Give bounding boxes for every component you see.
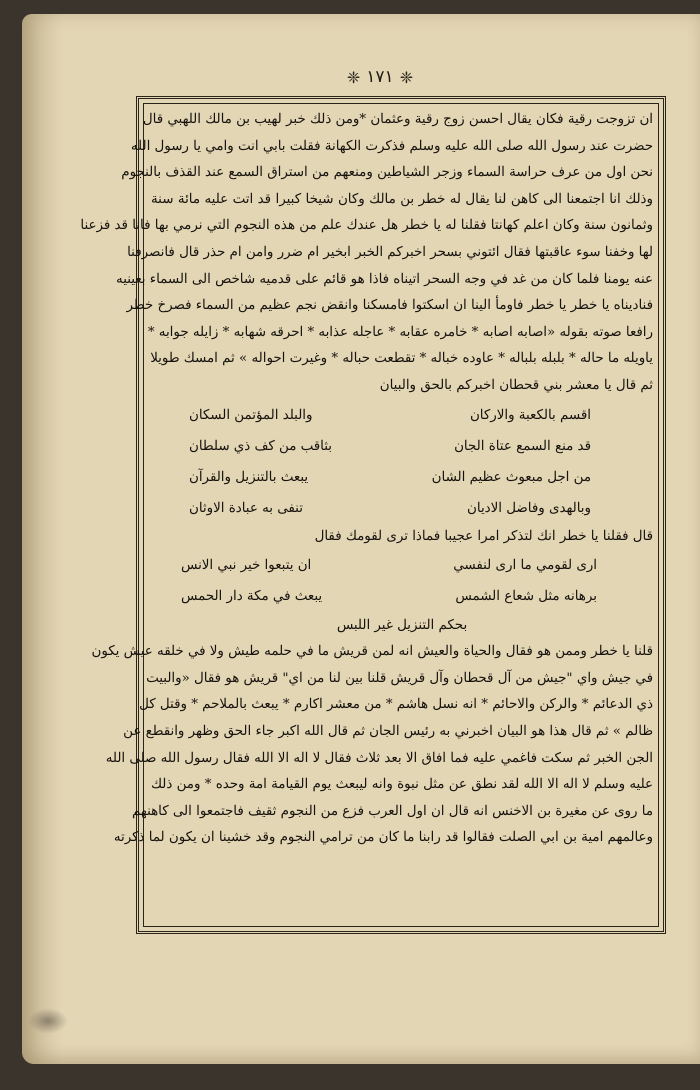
verse-first-hemistich: ارى لقومي ما ارى لنفسي — [453, 558, 597, 574]
verse-first-hemistich: برهانه مثل شعاع الشمس — [455, 589, 597, 605]
verse-second-hemistich: يبعث في مكة دار الحمس — [181, 589, 323, 605]
ink-stain-mark — [28, 1008, 68, 1034]
verse-first-hemistich: اقسم بالكعبة والاركان — [469, 407, 591, 423]
verse-first-hemistich: من اجل مبعوث عظيم الشان — [431, 469, 591, 485]
text-line: ظالم » ثم قال هذا هو البيان اخبرني به رئيس الجان ثم قال الله اكبر جاء الحق وظهر وانقطع عن — [123, 723, 653, 739]
verse-second-hemistich: ان يتبعوا خير نبي الانس — [181, 558, 312, 574]
text-line: حضرت عند رسول الله صلى الله عليه وسلم فذكرت الكهانة فقلت بابي انت وامي يا رسول الله — [130, 138, 653, 154]
ornament-left-icon: ❈ — [346, 67, 361, 87]
poem-verse — [151, 493, 653, 524]
text-line: عليه وسلم لا اله الا الله لقد نطق عن مثل نبوة وانه ليبعث يوم القيامة امة وحده * ومن ذلك — [151, 777, 653, 793]
verse-second-hemistich: بثاقب من كف ذي سلطان — [189, 438, 333, 454]
text-line: لها وخفنا سوء عاقبتها فقال ائتوني بسحر اخبركم الخبر ابخير ام ضرر وامن ام حذر قال فانصرفنا — [127, 244, 653, 260]
text-line: ان تزوجت رقية فكان يقال احسن زوج رقية وعثمان *ومن ذلك خبر لهيب بن مالك اللهبي قال — [142, 112, 653, 127]
text-line: ذي الدعائم * والركن والاحائم * انه نسل هاشم * من معشر اكارم * يبعث بالملاحم * وقتل كل — [139, 697, 653, 713]
text-line: ما روى عن مغيرة بن الاخنس انه قال ان اول العرب فزع من النجوم ثقيف فاجتمعوا الى كاهنهم — [132, 803, 653, 819]
text-frame — [80, 96, 666, 934]
poem-verse — [151, 581, 653, 612]
page-number: ١٧١ — [366, 67, 394, 87]
text-line: عنه يومنا فلما كان من غد في وجه السحر اتيناه فاذا هو قائم على قدميه شاخص الى السماء بعينيه — [116, 271, 653, 287]
page-header — [330, 62, 430, 92]
text-line: وعالمهم امية بن ابي الصلت فقالوا قد رابنا ما كان من ترامي النجوم وقد خشينا ان يكون لما ذكرته — [113, 830, 653, 846]
text-line: فناديناه يا خطر يا خطر فاومأ الينا ان اسكتوا فامسكنا وانقض نجم عظيم من السماء فصرخ خطر — [126, 298, 653, 314]
page-gutter-shadow — [22, 14, 62, 1064]
poem-verse — [151, 550, 653, 581]
text-line: ياويله ما حاله * بلبله بلباله * عاوده خباله * تقطعت حباله * وغيرت احواله » ثم امسك طويلا — [150, 351, 653, 367]
poem-verse — [151, 462, 653, 493]
verse-first-hemistich: وبالهدى وفاضل الاديان — [467, 500, 591, 516]
poem-final-hemistich: بحكم التنزيل غير اللبس — [336, 618, 468, 634]
verse-second-hemistich: يبعث بالتنزيل والقرآن — [189, 469, 309, 485]
text-line: قال فقلنا يا خطر انك لتذكر امرا عجيبا فماذا ترى لقومك فقال — [314, 528, 653, 544]
poem-verse — [151, 400, 653, 431]
text-line: ثم قال يا معشر بني قحطان اخبركم بالحق والبيان — [379, 377, 653, 393]
ornament-right-icon: ❈ — [399, 67, 414, 87]
text-block — [80, 107, 653, 925]
text-line: وذلك انا اجتمعنا الى كاهن لنا يقال له خطر بن مالك وكان شيخا كبيرا قد اتت عليه مائة سنة — [151, 191, 653, 207]
poem-verse — [151, 431, 653, 462]
text-line: رافعا صوته بقوله «اصابه اصابه * خامره عقابه * عاجله عذابه * احرقه شهابه * زايله جوابه * — [147, 324, 653, 340]
text-line: قلنا يا خطر وممن هو فقال والحياة والعيش انه لمن قريش ما في حلمه طيش ولا في خلقه عيش يكون — [91, 644, 653, 660]
text-line: نحن اول من عرف حراسة السماء وزجر الشياطين ومنعهم من استراق السمع عند القذف بالنجوم — [121, 165, 653, 181]
verse-first-hemistich: قد منع السمع عتاة الجان — [454, 438, 591, 454]
text-line: الجن الخبر ثم سكت فاغمي عليه فما افاق الا بعد ثلاث فقال لا اله الا الله فقال رسول الله صلى الله — [105, 750, 653, 766]
verse-second-hemistich: تنفى به عبادة الاوثان — [189, 500, 303, 516]
text-line: وثمانون سنة وكان اعلم كهانتا فقلنا له يا خطر هل عندك علم من هذه النجوم التي نرمي بها فانا قد فزعنا — [80, 218, 653, 234]
verse-second-hemistich: والبلد المؤتمن السكان — [189, 407, 313, 423]
text-line: في جيش واي "جيش من آل قحطان وآل قريش قلنا بين لنا من اي" قريش هو فقال «والبيت — [146, 670, 653, 686]
